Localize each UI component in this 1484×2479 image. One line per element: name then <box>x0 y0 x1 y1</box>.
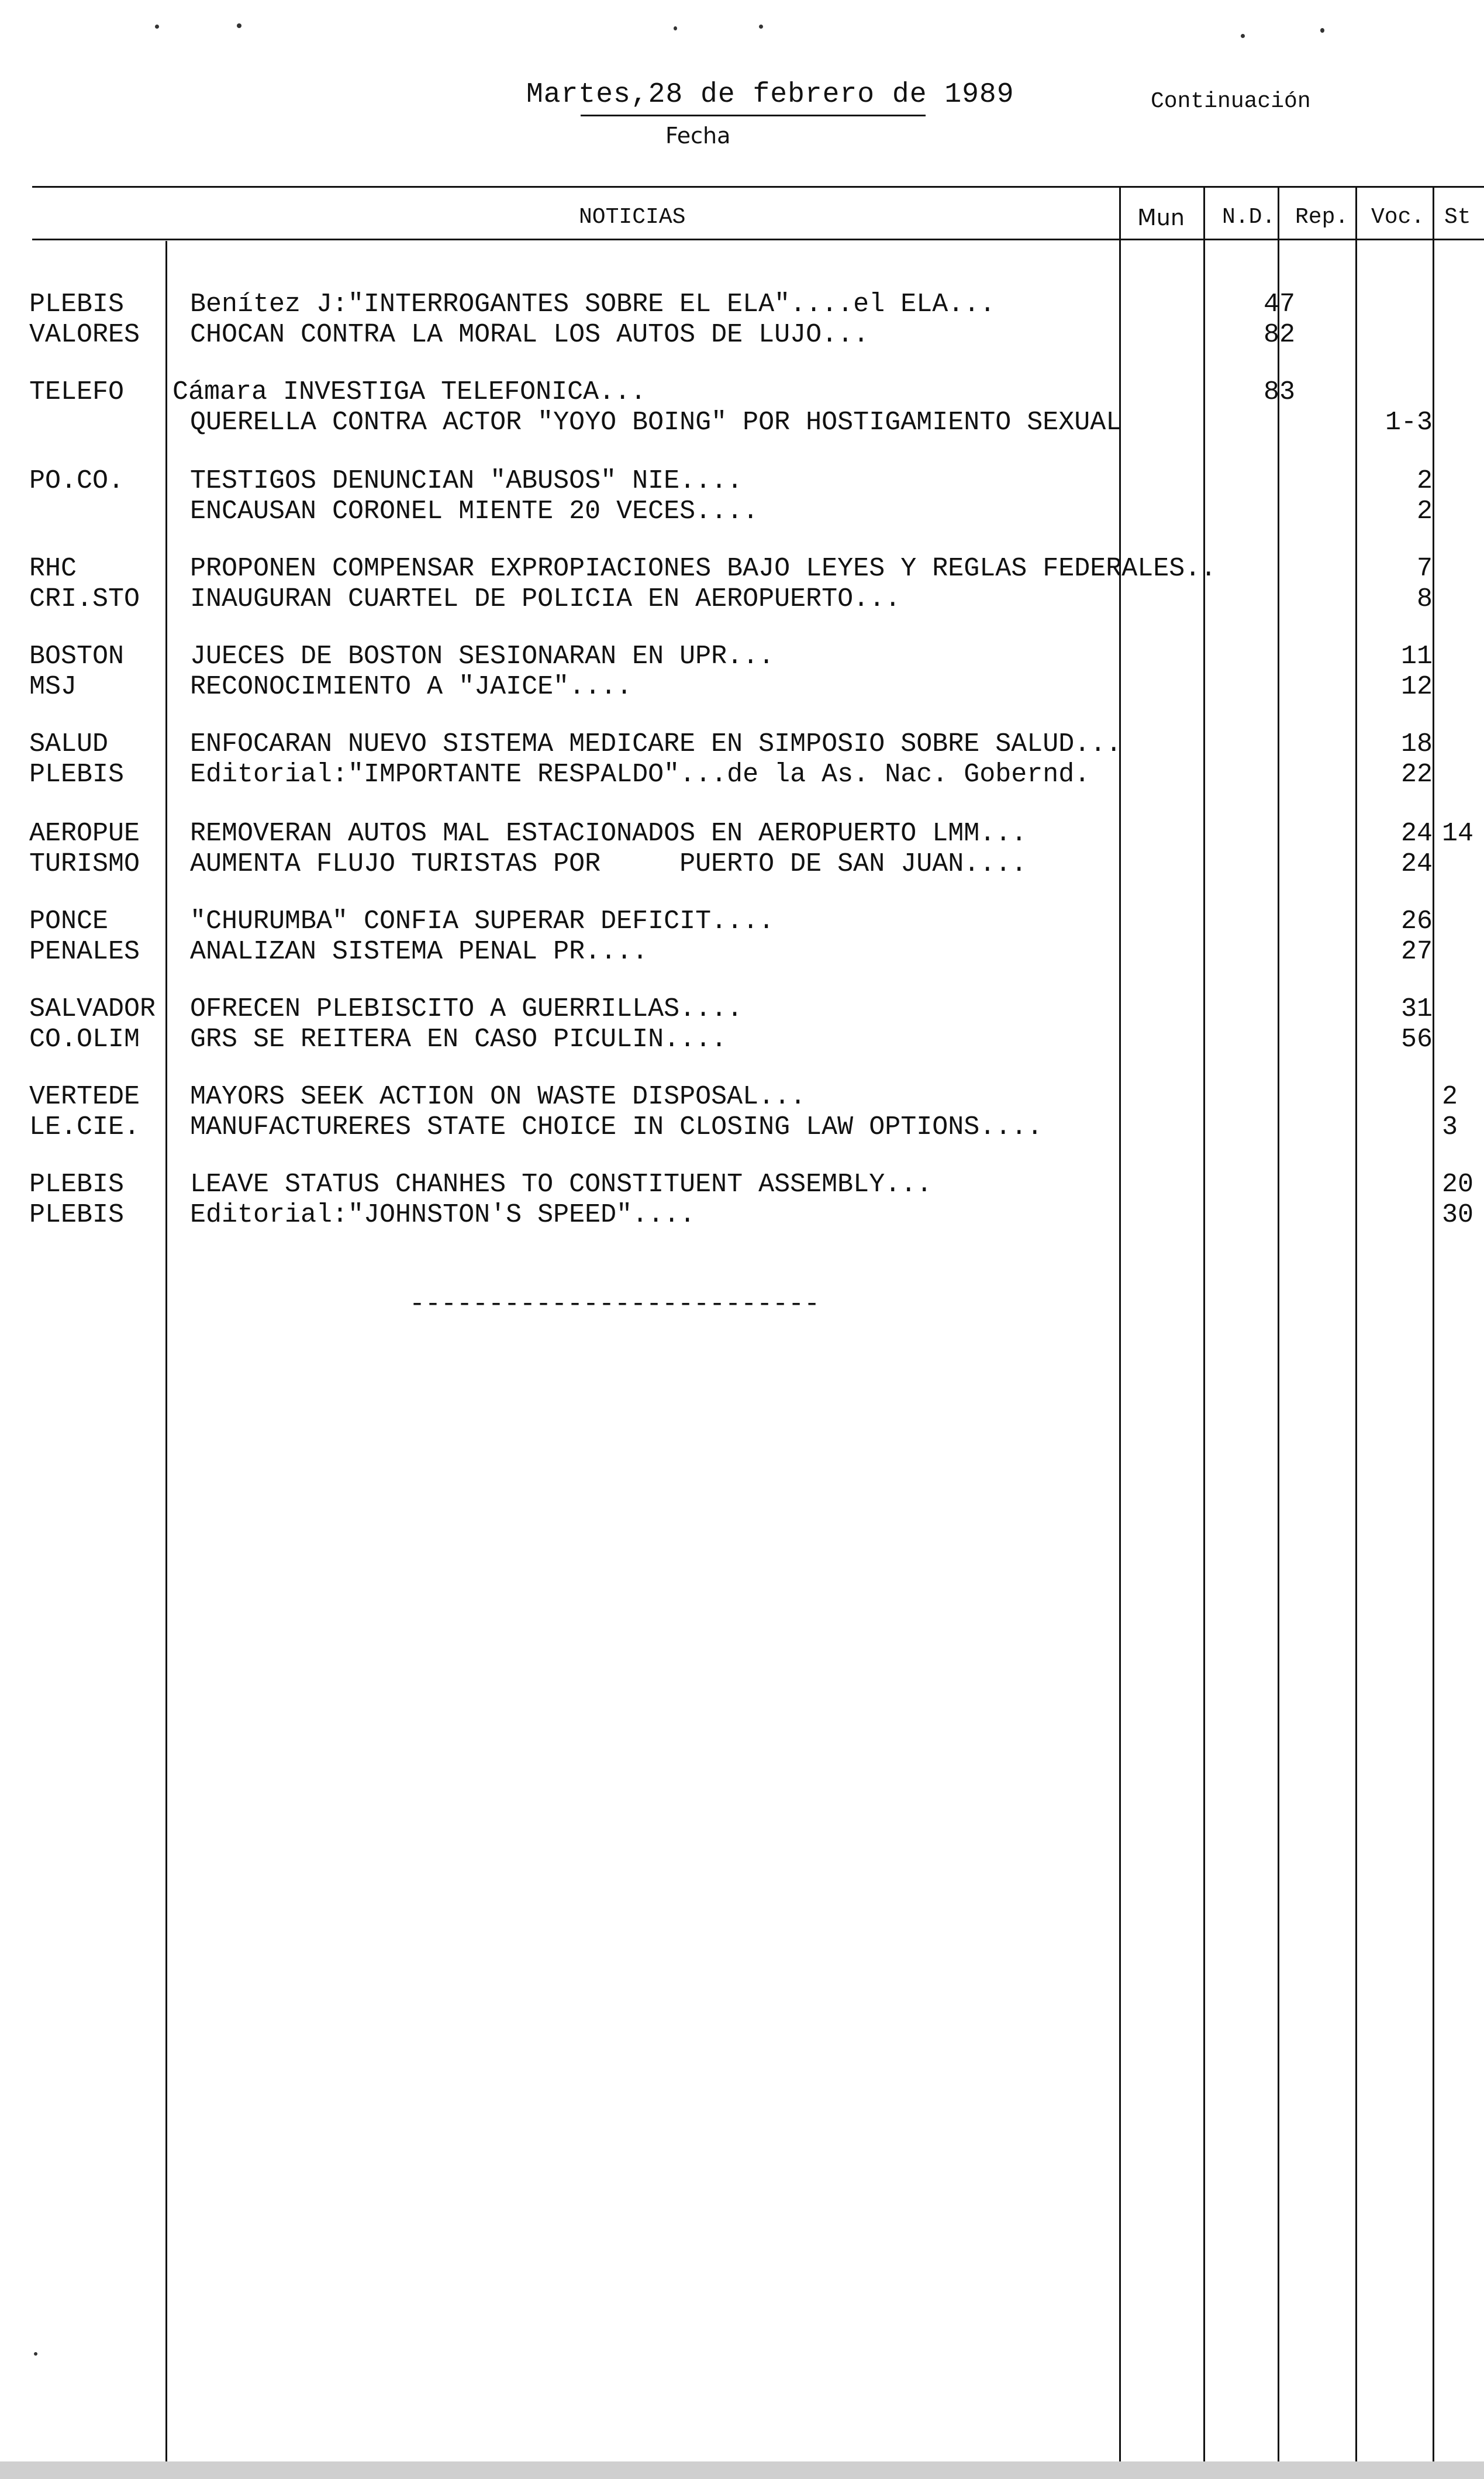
row-headline: GRS SE REITERA EN CASO PICULIN.... <box>190 1025 727 1054</box>
row-headline: TESTIGOS DENUNCIAN "ABUSOS" NIE.... <box>190 466 743 496</box>
row-st-value: 14 <box>1442 819 1474 849</box>
row-voc-value: 31 <box>1400 994 1433 1024</box>
row-st-value: 2 <box>1442 1082 1458 1112</box>
row-headline: ENFOCARAN NUEVO SISTEMA MEDICARE EN SIMPOSIO SOBRE SALUD... <box>190 729 1122 759</box>
row-headline: JUECES DE BOSTON SESIONARAN EN UPR... <box>190 642 775 671</box>
row-voc-value: 2 <box>1416 497 1433 526</box>
row-section-code: RHC <box>29 554 77 584</box>
row-section-code: TELEFO <box>29 377 125 407</box>
row-section-code: TURISMO <box>29 849 140 879</box>
row-headline: Cámara INVESTIGA TELEFONICA... <box>172 377 647 407</box>
row-headline: Editorial:"JOHNSTON'S SPEED".... <box>190 1200 696 1230</box>
row-headline: REMOVERAN AUTOS MAL ESTACIONADOS EN AEROPUERTO LMM... <box>190 819 1027 849</box>
row-voc-value: 8 <box>1416 584 1433 614</box>
voc-column-divider <box>1355 186 1357 2479</box>
header-nd: N.D. <box>1222 205 1276 230</box>
header-voc: Voc. <box>1371 205 1425 230</box>
end-marker: -------------------------- <box>409 1290 820 1319</box>
date-line: Martes,28 de febrero de 1989 <box>526 79 1014 111</box>
row-headline: ANALIZAN SISTEMA PENAL PR.... <box>190 937 648 967</box>
row-section-code: PLEBIS <box>29 289 125 319</box>
header-mun: Mun <box>1137 205 1185 230</box>
row-section-code: SALUD <box>29 729 109 759</box>
row-st-value: 30 <box>1442 1200 1474 1230</box>
row-headline: "CHURUMBA" CONFIA SUPERAR DEFICIT.... <box>190 906 775 936</box>
row-voc-value: 24 <box>1400 819 1433 849</box>
row-headline: MANUFACTURERES STATE CHOICE IN CLOSING LAW OPTIONS.... <box>190 1112 1043 1142</box>
mun-column-divider <box>1119 186 1121 2479</box>
row-section-code: BOSTON <box>29 642 125 671</box>
header-noticias: NOTICIAS <box>579 205 686 230</box>
row-voc-value: 12 <box>1400 672 1433 702</box>
row-headline: AUMENTA FLUJO TURISTAS POR PUERTO DE SAN JUAN.... <box>190 849 1027 879</box>
scan-speck <box>155 25 159 29</box>
row-headline: LEAVE STATUS CHANHES TO CONSTITUENT ASSEMBLY... <box>190 1170 933 1199</box>
row-section-code: PLEBIS <box>29 1200 125 1230</box>
row-section-code: PLEBIS <box>29 760 125 789</box>
row-voc-value: 7 <box>1416 554 1433 584</box>
row-section-code: PENALES <box>29 937 140 967</box>
row-st-value: 20 <box>1442 1170 1474 1199</box>
header-rep: Rep. <box>1295 205 1349 230</box>
row-section-code: CO.OLIM <box>29 1025 140 1054</box>
row-headline: QUERELLA CONTRA ACTOR "YOYO BOING" POR HOSTIGAMIENTO SEXUAL <box>190 408 1122 437</box>
date-caption: Fecha <box>665 123 731 149</box>
row-voc-value: 24 <box>1400 849 1433 879</box>
page-edge-shadow <box>0 2461 1484 2479</box>
rep-column-divider <box>1278 186 1279 2479</box>
row-voc-value: 1-3 <box>1385 408 1433 437</box>
row-section-code: VALORES <box>29 320 140 350</box>
row-voc-value: 26 <box>1400 906 1433 936</box>
row-voc-value: 27 <box>1400 937 1433 967</box>
nd-column-divider <box>1203 186 1205 2479</box>
row-headline: Benítez J:"INTERROGANTES SOBRE EL ELA"....el ELA... <box>190 289 996 319</box>
scan-speck <box>34 2352 37 2356</box>
row-voc-value: 18 <box>1400 729 1433 759</box>
continuation-label: Continuación <box>1151 89 1311 114</box>
row-voc-value: 22 <box>1400 760 1433 789</box>
row-headline: INAUGURAN CUARTEL DE POLICIA EN AEROPUERTO... <box>190 584 901 614</box>
row-section-code: SALVADOR <box>29 994 156 1024</box>
row-section-code: PO.CO. <box>29 466 125 496</box>
row-headline: OFRECEN PLEBISCITO A GUERRILLAS.... <box>190 994 743 1024</box>
row-headline: RECONOCIMIENTO A "JAICE".... <box>190 672 633 702</box>
row-section-code: VERTEDE <box>29 1082 140 1112</box>
row-section-code: AEROPUE <box>29 819 140 849</box>
row-section-code: CRI.STO <box>29 584 140 614</box>
row-section-code: PONCE <box>29 906 109 936</box>
row-headline: MAYORS SEEK ACTION ON WASTE DISPOSAL... <box>190 1082 806 1112</box>
table-top-rule <box>32 186 1484 188</box>
header-st: St <box>1444 205 1471 230</box>
row-section-code: LE.CIE. <box>29 1112 140 1142</box>
scan-speck <box>237 23 241 28</box>
scan-speck <box>1241 34 1245 38</box>
row-voc-value: 11 <box>1400 642 1433 671</box>
row-st-value: 3 <box>1442 1112 1458 1142</box>
code-column-divider <box>165 241 167 2479</box>
row-headline: PROPONEN COMPENSAR EXPROPIACIONES BAJO LEYES Y REGLAS FEDERALES.. <box>190 554 1217 584</box>
row-nd-value: 82 <box>1263 320 1295 350</box>
st-column-divider <box>1433 186 1434 2479</box>
row-section-code: MSJ <box>29 672 77 702</box>
row-section-code: PLEBIS <box>29 1170 125 1199</box>
table-header-rule <box>32 239 1484 240</box>
row-headline: CHOCAN CONTRA LA MORAL LOS AUTOS DE LUJO... <box>190 320 869 350</box>
row-voc-value: 56 <box>1400 1025 1433 1054</box>
row-headline: Editorial:"IMPORTANTE RESPALDO"...de la As. Nac. Gobernd. <box>190 760 1090 789</box>
row-headline: ENCAUSAN CORONEL MIENTE 20 VECES.... <box>190 497 759 526</box>
row-nd-value: 83 <box>1263 377 1295 407</box>
scan-speck <box>1320 28 1324 33</box>
scan-speck <box>759 25 763 29</box>
row-voc-value: 2 <box>1416 466 1433 496</box>
scan-speck <box>674 26 677 30</box>
row-nd-value: 47 <box>1263 289 1295 319</box>
date-underline <box>581 115 926 116</box>
